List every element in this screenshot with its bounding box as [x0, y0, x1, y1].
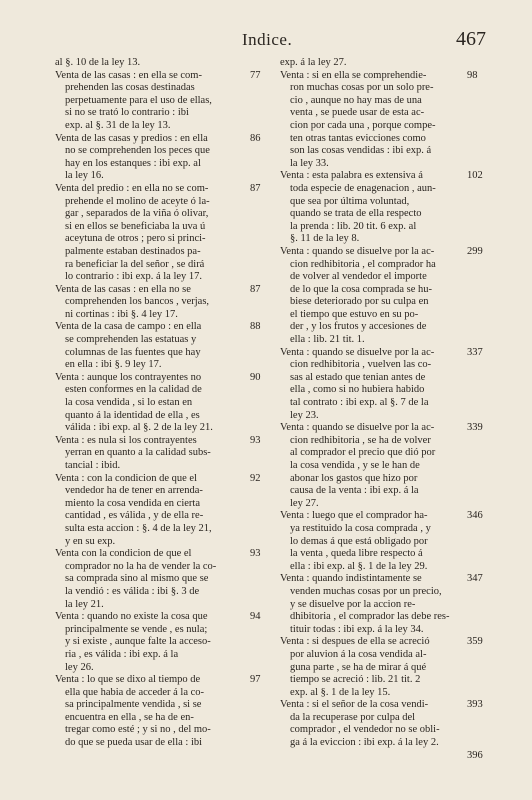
right-column: [280, 57, 488, 761]
entry-line: tregar como esté ; y si no , del mo-: [65, 724, 211, 736]
entry-line: la cosa vendida , y se le han de: [290, 460, 420, 471]
entry-line: si en ellos se beneficiaba la uva ú: [65, 220, 206, 232]
entry-line: Venta : esta palabra es extensiva á: [280, 170, 423, 182]
entry-page-number: 87: [250, 283, 261, 295]
entry-line: ella , como si no hubiera habido: [290, 384, 425, 396]
entry-page-number: 337: [467, 346, 483, 358]
entry-line: hay en los estanques : ibi exp. al: [65, 157, 201, 169]
entry-line: se comprehenden las estatuas y: [65, 334, 197, 346]
entry-page-number: 347: [467, 573, 483, 585]
entry-line: cion por cada una , porque compe-: [290, 119, 436, 131]
entry-line: comprador , el vendedor no se obli-: [290, 724, 440, 736]
entry-line: sas al estado que tenian antes de: [290, 371, 426, 383]
entry-line: sa principalmente vendida , si se: [65, 699, 202, 711]
page-title: Indice.: [242, 30, 293, 49]
entry-line: tancial : ibid.: [65, 460, 121, 471]
entry-page-number: 299: [467, 245, 483, 257]
entry-line: Venta : aunque los contrayentes no: [55, 371, 202, 383]
entry-line: al comprador el precio que dió por: [290, 447, 436, 459]
entry-page-number: 102: [467, 170, 483, 182]
entry-line: encuentra en ella , se ha de en-: [65, 711, 194, 723]
entry-page-number: 94: [250, 611, 261, 623]
entry-line: comprehenden los bancos , verjas,: [65, 296, 210, 308]
entry-line: perpetuamente para el uso de ellas,: [65, 94, 212, 106]
entry-line: ella que habia de acceder á la co-: [65, 686, 205, 698]
entry-line: Venta : quando indistintamente se: [280, 573, 422, 585]
entry-line: Venta : si despues de ella se acreció: [280, 636, 430, 648]
entry-line: principalmente se vende , es nula;: [65, 623, 208, 635]
entry-line: y en su exp.: [65, 535, 116, 547]
entry-page-number: 93: [250, 434, 261, 446]
entry-line: Venta de las casas : en ella no se: [55, 283, 191, 295]
entry-line: de volver al vendedor el importe: [290, 271, 427, 283]
entry-line: válida : ibi exp. al §. 2 de la ley 21.: [65, 422, 213, 434]
entry-line: cion redhibitoria , se ha de volver: [290, 434, 431, 446]
entry-line: la ley 33.: [290, 157, 329, 169]
entry-line: tiempo se acreció : lib. 21 tit. 2: [290, 674, 421, 686]
entry-line: tituir todas : ibi exp. á la ley 34.: [290, 623, 424, 635]
entry-line: cion redhibitoria , el comprador ha: [290, 258, 436, 270]
entry-line: ria , es válida : ibi exp. á la: [65, 648, 179, 660]
entry-line: Venta : quando se disuelve por la ac-: [280, 245, 435, 257]
entry-page-number: 92: [250, 472, 261, 484]
entry-line: venta , se puede usar de esta ac-: [290, 107, 425, 119]
entry-page-number: 97: [250, 674, 261, 686]
entry-line: §. 11 de la ley 8.: [290, 233, 360, 245]
entry-line: guna parte , se ha de mirar á qué: [290, 661, 427, 673]
index-entry: [55, 472, 267, 560]
entry-page-number: 93: [250, 548, 261, 560]
entry-line: ni cortinas : ibi §. 4 ley 17.: [65, 308, 178, 320]
entry-line: Venta : luego que el comprador ha-: [280, 510, 428, 522]
entry-line: aceytuna de otros ; pero si princi-: [65, 233, 206, 245]
entry-page-number: 87: [250, 182, 261, 194]
index-entry: [55, 674, 267, 750]
entry-line: gar , separados de la viña ó olivar,: [65, 208, 209, 220]
index-entry: [280, 346, 488, 434]
entry-line: ya restituido la cosa comprada , y: [290, 522, 431, 534]
entry-line: ella : ibi exp. al §. 1 de la ley 29.: [290, 560, 428, 572]
entry-line: miento la cosa vendida en cierta: [65, 497, 200, 509]
entry-line: y si existe , aunque falte la acceso-: [65, 636, 211, 648]
entry-line: Venta con la condicion de que el: [55, 548, 192, 560]
entry-page-number: 88: [250, 321, 261, 333]
entry-line: yerran en quanto a la calidad subs-: [65, 447, 211, 459]
entry-line: Venta : quando no existe la cosa que: [55, 611, 208, 623]
entry-line: la ley 21.: [65, 598, 104, 610]
entry-line: causa de la venta : ibi exp. á la: [290, 485, 419, 497]
entry-line: ley 27.: [290, 497, 319, 509]
entry-page-number: 77: [250, 69, 261, 81]
entry-line: ten otras tantas evicciones como: [290, 132, 426, 144]
entry-line: Venta : si el señor de la cosa vendi-: [280, 699, 429, 711]
entry-line: venden muchas cosas por un precio,: [290, 585, 442, 597]
entry-page-number: 86: [250, 132, 261, 144]
entry-line: son las cosas vendidas : ibi exp. á: [290, 145, 432, 157]
entry-page-number: 98: [467, 69, 478, 81]
entry-line: quando se trata de ella respecto: [290, 208, 422, 220]
entry-line: Venta de las casas : en ella se com-: [55, 69, 202, 81]
index-entry: [280, 245, 488, 358]
entry-line: exp. á la ley 27.: [280, 57, 347, 68]
entry-line: Venta : quando se disuelve por la ac-: [280, 422, 435, 434]
entry-line: no se comprehenden los peces que: [65, 145, 210, 157]
entry-line: cio , aunque no hay mas de una: [290, 94, 422, 106]
entry-line: comprador no la ha de vender la co-: [65, 560, 217, 572]
entry-page-number: 90: [250, 371, 261, 383]
entry-line: prehenden las cosas destinadas: [65, 82, 195, 94]
left-column: [55, 57, 267, 750]
entry-line: por aluvion á la cosa vendida al-: [290, 648, 427, 660]
entry-line: biese deteriorado por su culpa en: [290, 296, 429, 308]
entry-line: de lo que la cosa comprada se hu-: [290, 283, 432, 295]
entry-page-number: 393: [467, 699, 483, 711]
entry-line: la prenda : lib. 20 tit. 6 exp. al: [290, 220, 417, 232]
entry-line: dhibitoria , el comprador las debe res-: [290, 611, 450, 623]
entry-line: la ley 16.: [65, 170, 104, 182]
entry-line: la venta , queda libre respecto á: [290, 548, 423, 560]
index-entry: [280, 699, 488, 761]
entry-line: palmente estaban destinados pa-: [65, 245, 201, 257]
entry-page-number: 359: [467, 636, 483, 648]
entry-line: exp. al §. 31 de la ley 13.: [65, 119, 171, 131]
entry-line: ley 26.: [65, 661, 94, 673]
entry-line: der , y los frutos y accesiones de: [290, 321, 427, 333]
entry-line: Venta : es nula si los contrayentes: [55, 434, 197, 446]
entry-line: Venta de la casa de campo : en ella: [55, 321, 202, 333]
entry-line: ron muchas cosas por un solo pre-: [290, 82, 434, 94]
entry-line: sulta esta accion : §. 4 de la ley 21,: [65, 522, 212, 534]
entry-line: Venta : lo que se dixo al tiempo de: [55, 674, 201, 686]
entry-page-number: 396: [467, 749, 483, 761]
entry-line: da la recuperase por culpa del: [290, 711, 416, 723]
entry-line: ga á la eviccion : ibi exp. á la ley 2.: [290, 737, 439, 749]
entry-page-number: 339: [467, 422, 483, 434]
entry-line: toda especie de enagenacion , aun-: [290, 182, 436, 194]
entry-line: abonar los gastos que hizo por: [290, 472, 418, 484]
entry-line: quanto á la identidad de ella , es: [65, 409, 200, 421]
entry-line: si no se trató lo contrario : ibi: [65, 107, 189, 119]
entry-line: ella : lib. 21 tit. 1.: [290, 334, 365, 346]
entry-line: lo contrario : ibi exp. á la ley 17.: [65, 271, 203, 283]
entry-line: cantidad , es válida , y de ella re-: [65, 510, 204, 522]
entry-page-number: 346: [467, 510, 483, 522]
entry-line: que sea por última voluntad,: [290, 195, 410, 207]
page-number: 467: [456, 28, 486, 50]
entry-line: Venta del predio : en ella no se com-: [55, 182, 209, 194]
entry-line: vendedor ha de tener en arrenda-: [65, 485, 203, 497]
entry-line: ley 23.: [290, 409, 319, 421]
entry-line: el tiempo que estuvo en su po-: [290, 308, 419, 320]
entry-line: sa comprada sino al mismo que se: [65, 573, 209, 585]
entry-line: Venta : quando se disuelve por la ac-: [280, 346, 435, 358]
entry-line: cion redhibitoria , vuelven las co-: [290, 359, 432, 371]
entry-line: prehende el molino de aceyte ó la-: [65, 195, 210, 207]
entry-line: al §. 10 de la ley 13.: [55, 57, 141, 68]
entry-line: la vendió : es válida : ibi §. 3 de: [65, 585, 200, 597]
entry-line: do que se pueda usar de ella : ibi: [65, 737, 203, 749]
entry-line: esten conformes en la calidad de: [65, 384, 202, 396]
entry-line: exp. al §. 1 de la ley 15.: [290, 686, 391, 698]
entry-line: la cosa vendida , si lo estan en: [65, 397, 193, 409]
entry-line: ra beneficiar la del señor , se dirá: [65, 258, 205, 270]
entry-line: Venta de las casas y predios : en ella: [55, 132, 208, 144]
entry-line: columnas de las fuentes que hay: [65, 346, 201, 358]
entry-line: tal contrato : ibi exp. al §. 7 de la: [290, 397, 429, 409]
page-header: [0, 30, 532, 54]
entry-line: Venta : si en ella se comprehendie-: [280, 69, 427, 81]
entry-line: Venta : con la condicion de que el: [55, 472, 197, 484]
entry-line: en ella : ibi §. 9 ley 17.: [65, 359, 162, 371]
entry-line: y se disuelve por la accion re-: [290, 598, 416, 610]
entry-line: lo demas á que está obligado por: [290, 535, 428, 547]
